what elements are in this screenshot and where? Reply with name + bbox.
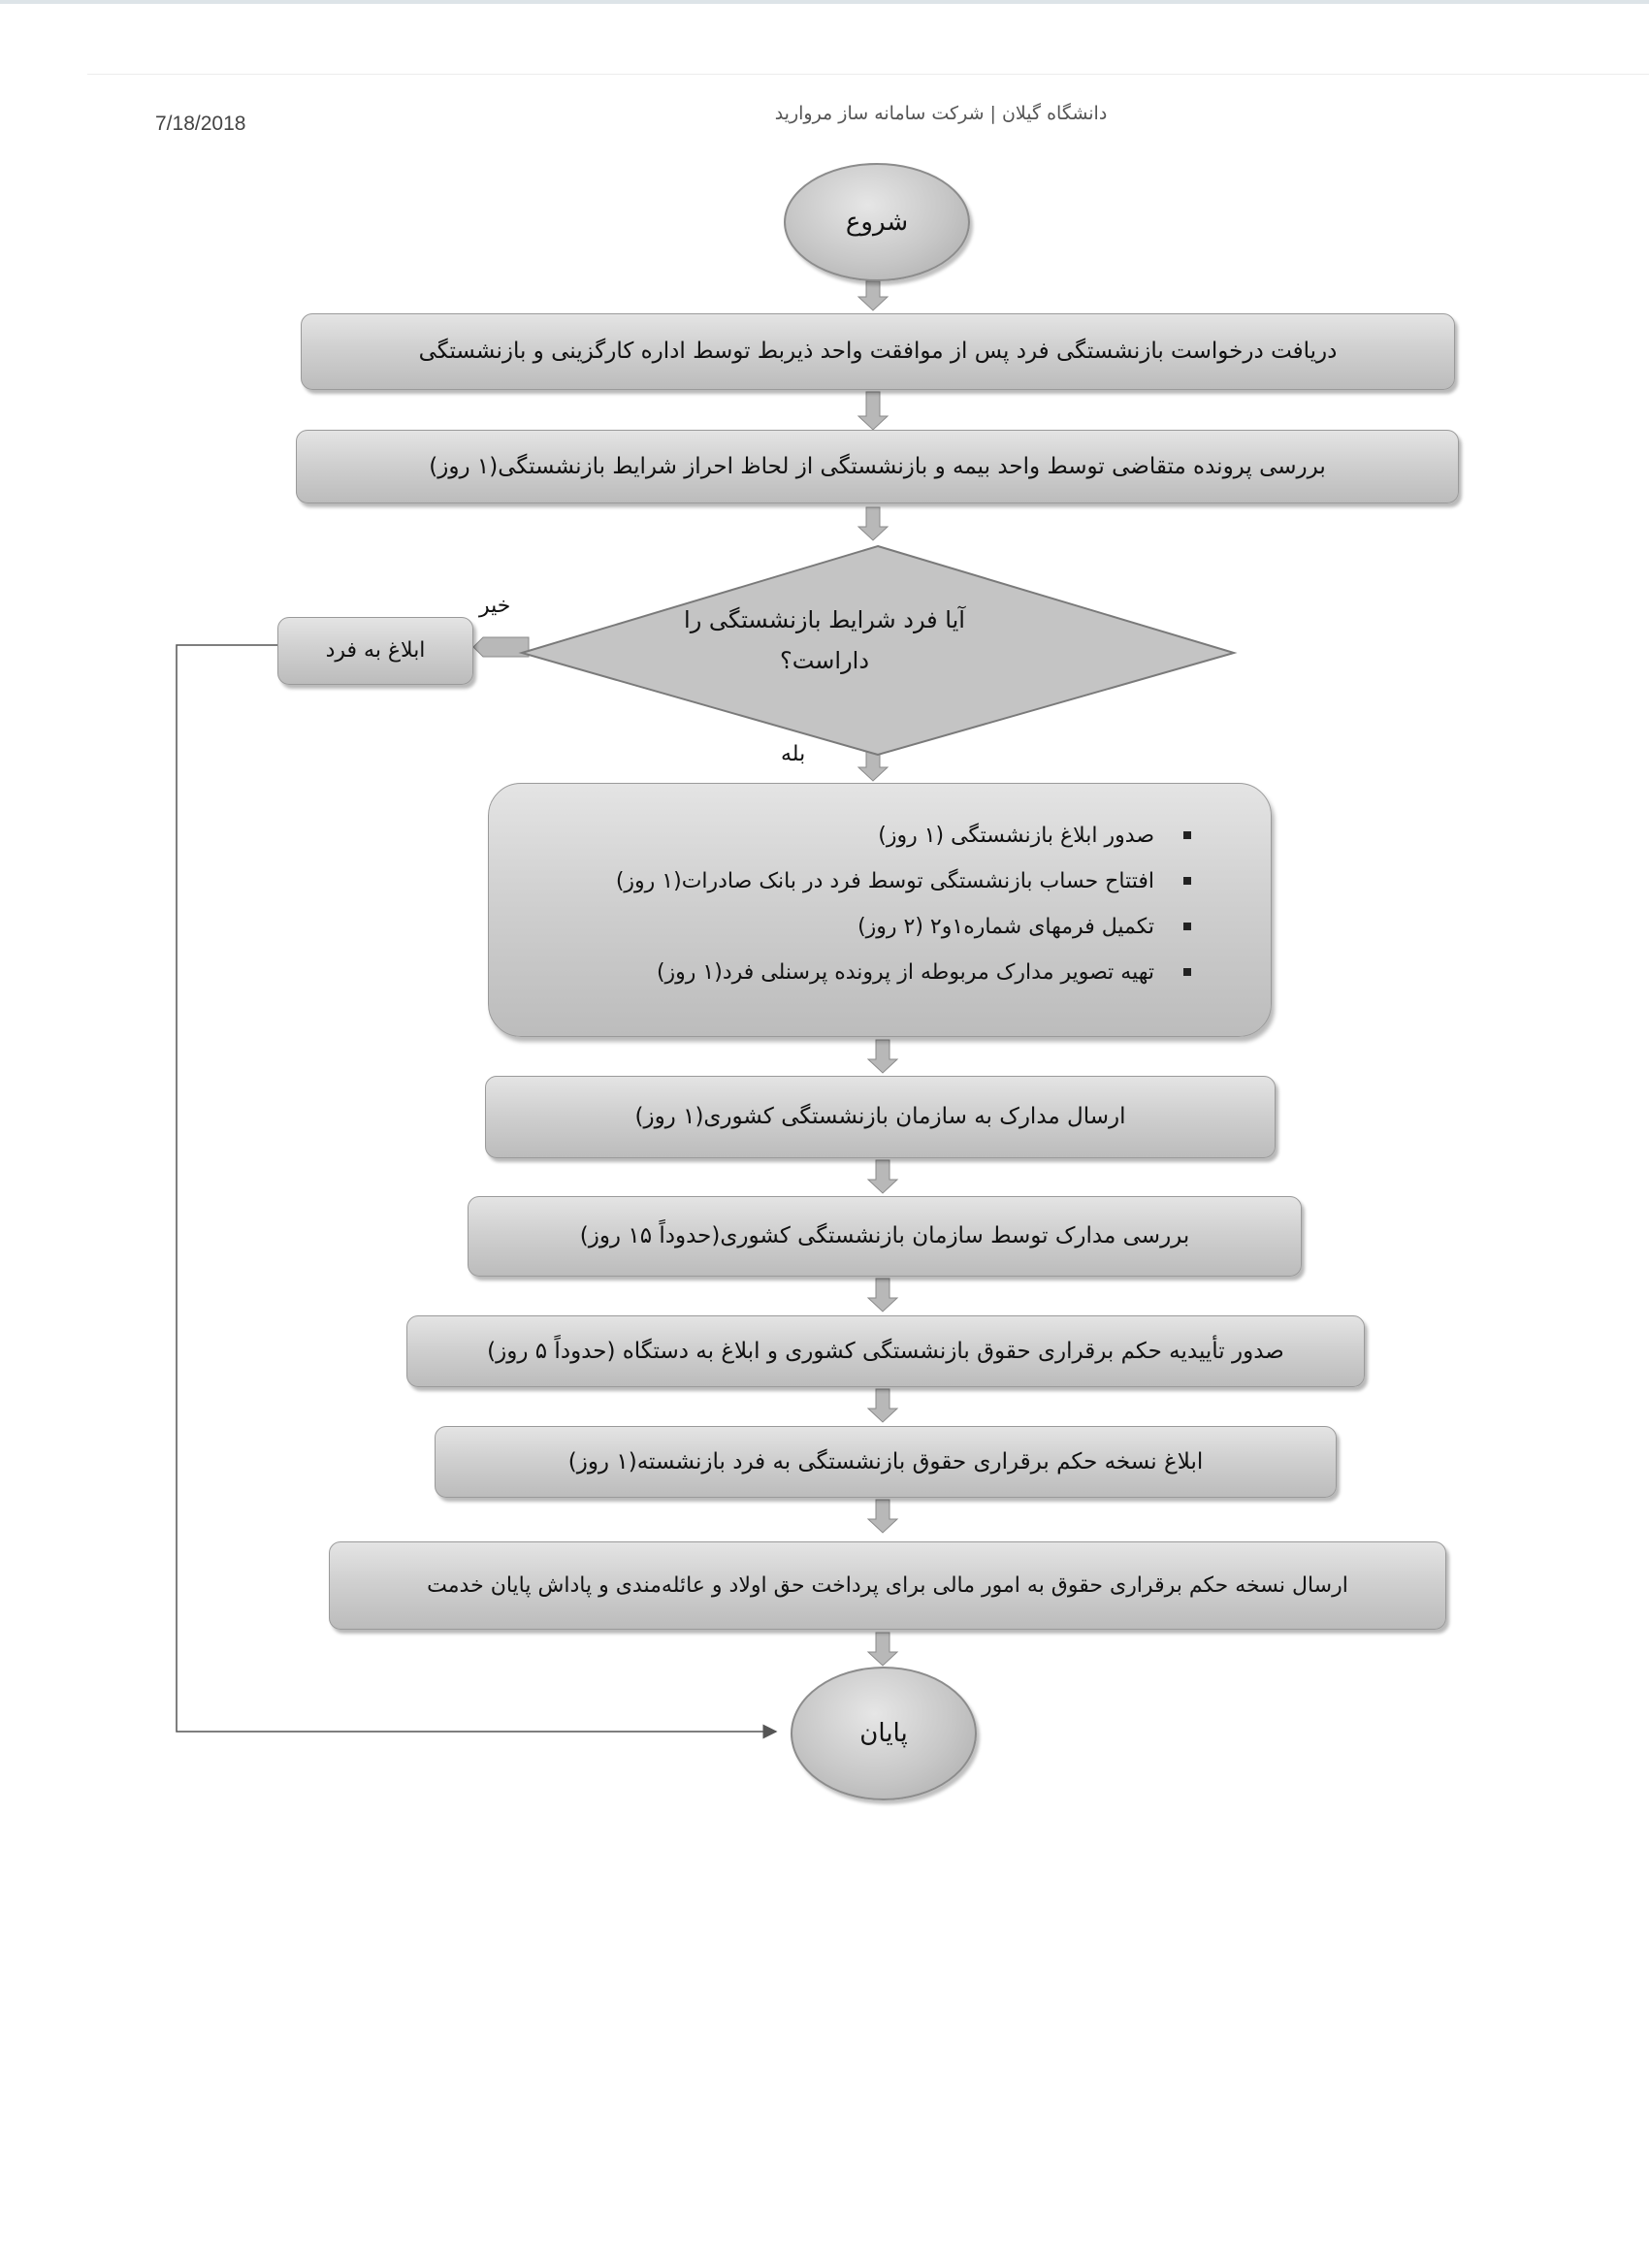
task-item: افتتاح حساب بازنشستگی توسط فرد در بانک صادرات(۱ روز)	[616, 859, 1199, 904]
step-issue-approval-text: صدور تأییدیه حکم برقراری حقوق بازنشستگی کشوری و ابلاغ به دستگاه (حدوداً ۵ روز)	[487, 1338, 1284, 1364]
start-label: شروع	[845, 208, 909, 237]
step-notify-copy	[435, 1426, 1337, 1498]
step-receive-request-text: دریافت درخواست بازنشستگی فرد پس از موافقت واحد ذیربط توسط اداره کارگزینی و بازنشستگی	[418, 339, 1338, 365]
task-list	[616, 813, 1199, 995]
notify-person-text: ابلاغ به فرد	[325, 638, 426, 664]
header-title: دانشگاه گیلان | شرکت سامانه ساز مروارید	[774, 103, 1108, 124]
step-review-documents-text: بررسی مدارک توسط سازمان بازنشستگی کشوری(حدوداً ۱۵ روز)	[579, 1223, 1190, 1249]
task-item: صدور ابلاغ بازنشستگی (۱ روز)	[616, 813, 1199, 859]
step-review-file	[296, 430, 1459, 503]
task-item: تکمیل فرمهای شماره۱و۲ (۲ روز)	[616, 904, 1199, 950]
decision-text: آیا فرد شرایط بازنشستگی را داراست؟	[684, 606, 965, 674]
step-notify-copy-text: ابلاغ نسخه حکم برقراری حقوق بازنشستگی به فرد بازنشسته(۱ روز)	[567, 1448, 1204, 1474]
step-review-documents	[468, 1196, 1302, 1277]
no-label: خیر	[479, 594, 511, 618]
task-list-box	[488, 783, 1272, 1037]
step-receive-request	[301, 313, 1455, 390]
notify-person-box	[277, 617, 473, 685]
task-item: تهیه تصویر مدارک مربوطه از پرونده پرسنلی فرد(۱ روز)	[616, 950, 1199, 995]
end-label: پایان	[859, 1719, 908, 1748]
step-send-documents-text: ارسال مدارک به سازمان بازنشستگی کشوری(۱ روز)	[634, 1104, 1126, 1130]
step-review-file-text: بررسی پرونده متقاضی توسط واحد بیمه و بازنشستگی از لحاظ احراز شرایط بازنشستگی(۱ روز)	[429, 453, 1326, 479]
header-date: 7/18/2018	[155, 113, 246, 135]
end-oval	[791, 1667, 977, 1800]
step-send-finance-text: ارسال نسخه حکم برقراری حقوق به امور مالی برای پرداخت حق اولاد و عائله‌مندی و پاداش پایان خدمت	[427, 1572, 1348, 1598]
step-send-finance	[329, 1541, 1446, 1630]
step-send-documents	[485, 1076, 1276, 1158]
start-oval	[784, 163, 970, 281]
step-issue-approval	[406, 1315, 1365, 1387]
yes-label: بله	[781, 742, 806, 766]
